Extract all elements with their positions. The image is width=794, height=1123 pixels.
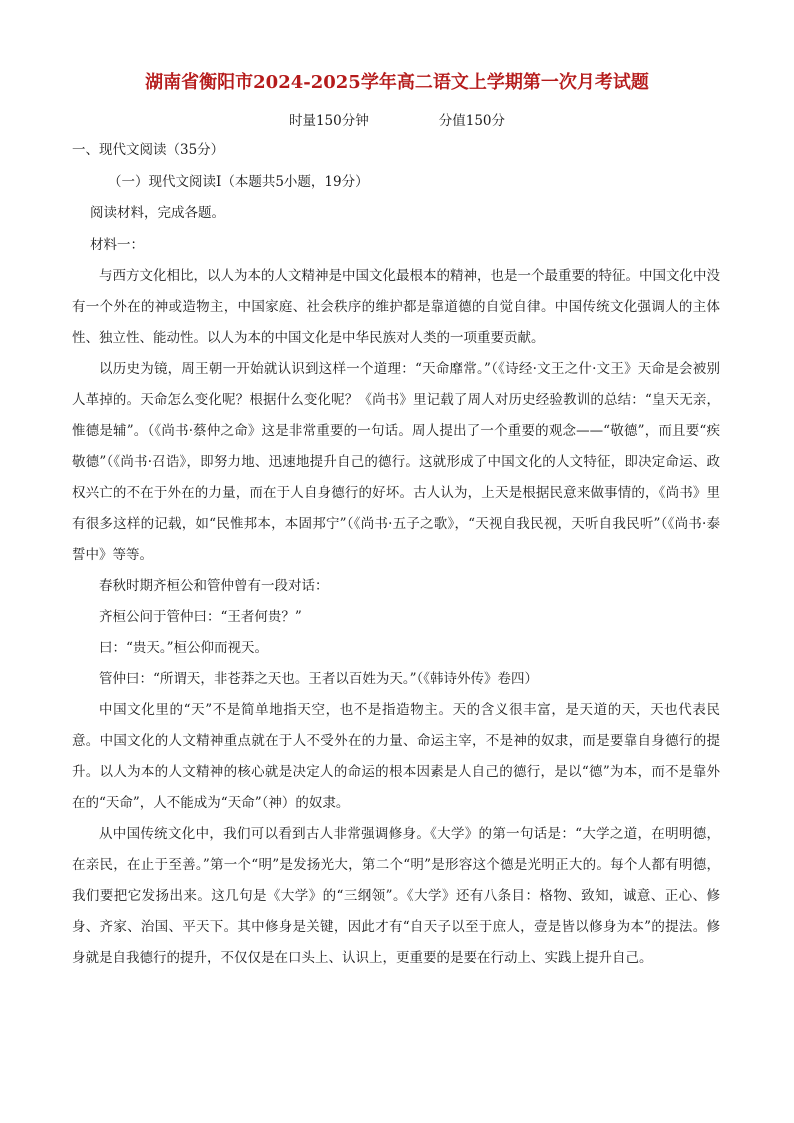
- section-heading: 一、现代文阅读（35分）: [72, 142, 225, 158]
- subsection-heading: （一）现代文阅读Ⅰ（本题共5小题，19分）: [108, 173, 369, 190]
- exam-score: 分值150分: [438, 113, 506, 129]
- paragraph-4: 齐桓公问于管仲曰：“王者何贵？”: [99, 609, 302, 625]
- exam-time: 时量150分钟: [288, 113, 369, 129]
- document-body: [72, 138, 720, 974]
- instruction-text: 阅读材料，完成各题。: [90, 205, 225, 221]
- paragraph-2: 以历史为镜，周王朝一开始就认识到这样一个道理：“天命靡常。”（《诗经·文王之什·文王》天命是会被别人革掉的。天命怎么变化呢？根据什么变化呢？《尚书》里记载了周人对历史经验教训的总结：“皇天无亲，惟德是辅”。（《尚书·蔡仲之命》这是非常重要的一句话。周人提出了一个重要的观念——“敬德”，而且要“疾敬德”（《尚书·召诰》，即努力地、迅速地提升自己的德行。这就形成了中国文化的人文特征，即决定命运、政权兴亡的不在于外在的力量，而在于人自身德行的好坏。古人认为，上天是根据民意来做事情的，《尚书》里有很多这样的记载，如“民惟邦本，本固邦宁”（《尚书·五子之歌》，“天视自我民视，天听自我民听”（《尚书·泰誓中》等等。: [72, 361, 721, 563]
- paragraph-7: 中国文化里的“天”不是简单地指天空，也不是指造物主。天的含义很丰富，是天道的天，天也代表民意。中国文化的人文精神重点就在于人不受外在的力量、命运主宰，不是神的奴隶，而是要靠自身德行的提升。以人为本的人文精神的核心就是决定人的命运的根本因素是人自己的德行，是以“德”为本，而不是靠外在的“天命”，人不能成为“天命”（神）的奴隶。: [72, 702, 720, 811]
- paragraph-6: 管仲曰：“所谓天，非苍莽之天也。王者以百姓为天。”（《韩诗外传》卷四）: [99, 671, 539, 687]
- paragraph-1: 与西方文化相比，以人为本的人文精神是中国文化最根本的精神，也是一个最重要的特征。中国文化中没有一个外在的神或造物主，中国家庭、社会秩序的维护都是靠道德的自觉自律。中国传统文化强调人的主体性、独立性、能动性。以人为本的中国文化是中华民族对人类的一项重要贡献。: [72, 268, 720, 346]
- document-title: 湖南省衡阳市2024-2025学年高二语文上学期第一次月考试题: [145, 72, 649, 93]
- paragraph-8: 从中国传统文化中，我们可以看到古人非常强调修身。《大学》的第一句话是：“大学之道，在明明德，在亲民，在止于至善。”第一个“明”是发扬光大，第二个“明”是形容这个德是光明正大的。每个人都有明德，我们要把它发扬出来。这几句是《大学》的“三纲领”。《大学》还有八条目：格物、致知，诚意、正心、修身、齐家、治国、平天下。其中修身是关键，因此才有“自天子以至于庶人，壹是皆以修身为本”的提法。修身就是自我德行的提升，不仅仅是在口头上、认识上，更重要的是要在行动上、实践上提升自己。: [72, 826, 720, 966]
- paragraph-5: 曰：“贵天。”桓公仰而视天。: [99, 640, 269, 656]
- material-label: 材料一：: [90, 236, 144, 253]
- paragraph-3: 春秋时期齐桓公和管仲曾有一段对话：: [99, 578, 329, 594]
- exam-meta: [0, 109, 794, 129]
